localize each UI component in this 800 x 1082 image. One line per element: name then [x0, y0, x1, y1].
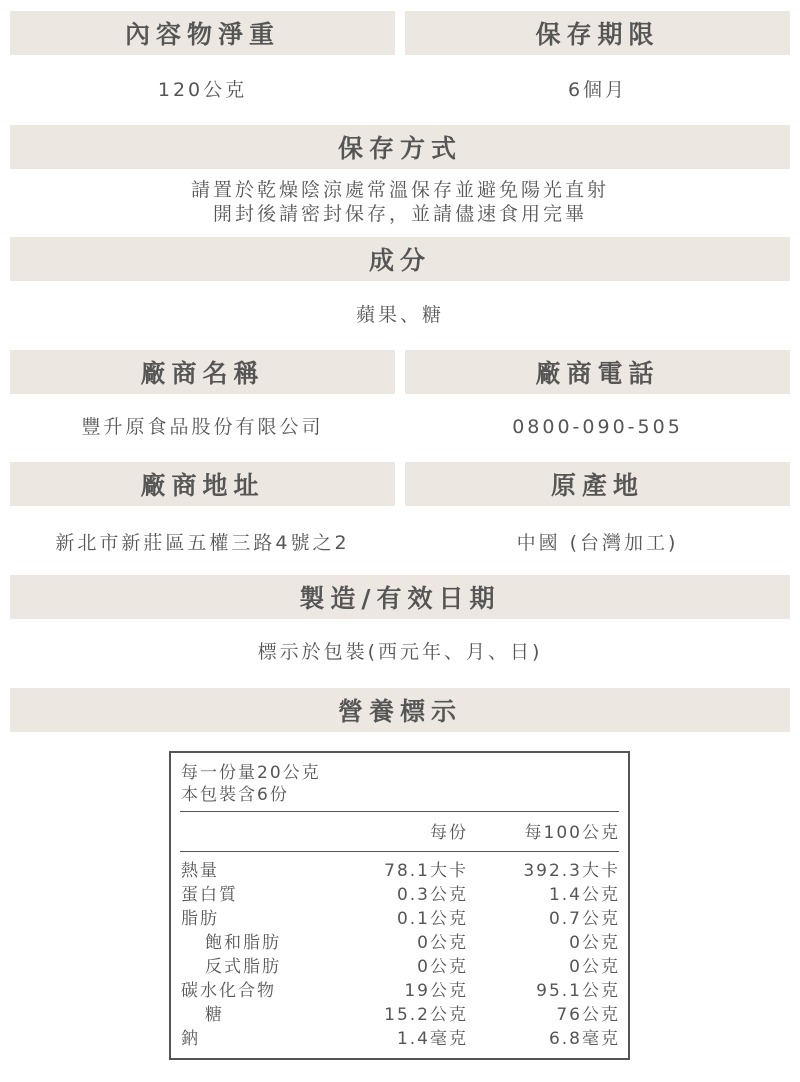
dates-value: 標示於包裝(西元年、月、日) — [257, 641, 543, 663]
shelf-life-value: 6個月 — [567, 79, 628, 101]
nutrient-per-100g: 76公克 — [556, 1005, 620, 1025]
vendor-phone-header: 廠商電話 — [405, 350, 790, 394]
nutrient-per-serving: 15.2公克 — [384, 1005, 468, 1025]
nutrient-per-100g: 0公克 — [569, 933, 620, 953]
nutrient-per-serving: 78.1大卡 — [384, 861, 468, 881]
shelf-life-header: 保存期限 — [405, 11, 790, 55]
nutrient-per-serving: 0.3公克 — [396, 885, 468, 905]
net-weight-value: 120公克 — [157, 79, 248, 101]
nutrition-facts-table — [169, 751, 630, 1060]
nutrient-per-100g: 6.8毫克 — [548, 1029, 620, 1049]
nutrient-name: 蛋白質 — [181, 885, 238, 905]
nutrient-name: 鈉 — [181, 1029, 200, 1049]
nutrient-per-serving: 19公克 — [404, 981, 468, 1001]
nutrient-per-100g: 1.4公克 — [548, 885, 620, 905]
vendor-address-header: 廠商地址 — [10, 462, 395, 506]
serving-size: 每一份量20公克 — [181, 763, 321, 783]
vendor-name-header: 廠商名稱 — [10, 350, 395, 394]
divider — [180, 851, 619, 852]
ingredients-value: 蘋果、糖 — [355, 304, 444, 326]
divider — [180, 811, 619, 812]
dates-header: 製造/有效日期 — [10, 575, 790, 619]
net-weight-header: 內容物淨重 — [10, 11, 395, 55]
servings-per-package: 本包裝含6份 — [181, 785, 289, 805]
storage-line-2: 開封後請密封保存，並請儘速食用完畢 — [212, 203, 587, 225]
vendor-phone-value: 0800-090-505 — [512, 416, 683, 438]
nutrient-name: 反式脂肪 — [205, 957, 281, 977]
nutrient-per-100g: 392.3大卡 — [523, 861, 620, 881]
nutrient-name: 熱量 — [181, 861, 219, 881]
column-per-serving: 每份 — [430, 823, 468, 843]
nutrient-per-serving: 0公克 — [417, 933, 468, 953]
nutrient-per-serving: 1.4毫克 — [396, 1029, 468, 1049]
nutrient-name: 脂肪 — [181, 909, 219, 929]
nutrient-name: 飽和脂肪 — [205, 933, 281, 953]
nutrient-name: 碳水化合物 — [181, 981, 276, 1001]
nutrient-per-100g: 95.1公克 — [536, 981, 620, 1001]
storage-header: 保存方式 — [10, 125, 790, 169]
nutrient-name: 糖 — [205, 1005, 224, 1025]
nutrition-header: 營養標示 — [10, 688, 790, 732]
nutrient-per-100g: 0.7公克 — [548, 909, 620, 929]
vendor-address-value: 新北市新莊區五權三路4號之2 — [55, 532, 350, 554]
nutrient-per-serving: 0公克 — [417, 957, 468, 977]
ingredients-header: 成分 — [10, 237, 790, 281]
origin-value: 中國 (台灣加工) — [516, 532, 679, 554]
nutrient-per-100g: 0公克 — [569, 957, 620, 977]
vendor-name-value: 豐升原食品股份有限公司 — [81, 416, 324, 438]
nutrient-per-serving: 0.1公克 — [396, 909, 468, 929]
origin-header: 原產地 — [405, 462, 790, 506]
storage-line-1: 請置於乾燥陰涼處常溫保存並避免陽光直射 — [190, 179, 609, 201]
column-per-100g: 每100公克 — [524, 823, 620, 843]
